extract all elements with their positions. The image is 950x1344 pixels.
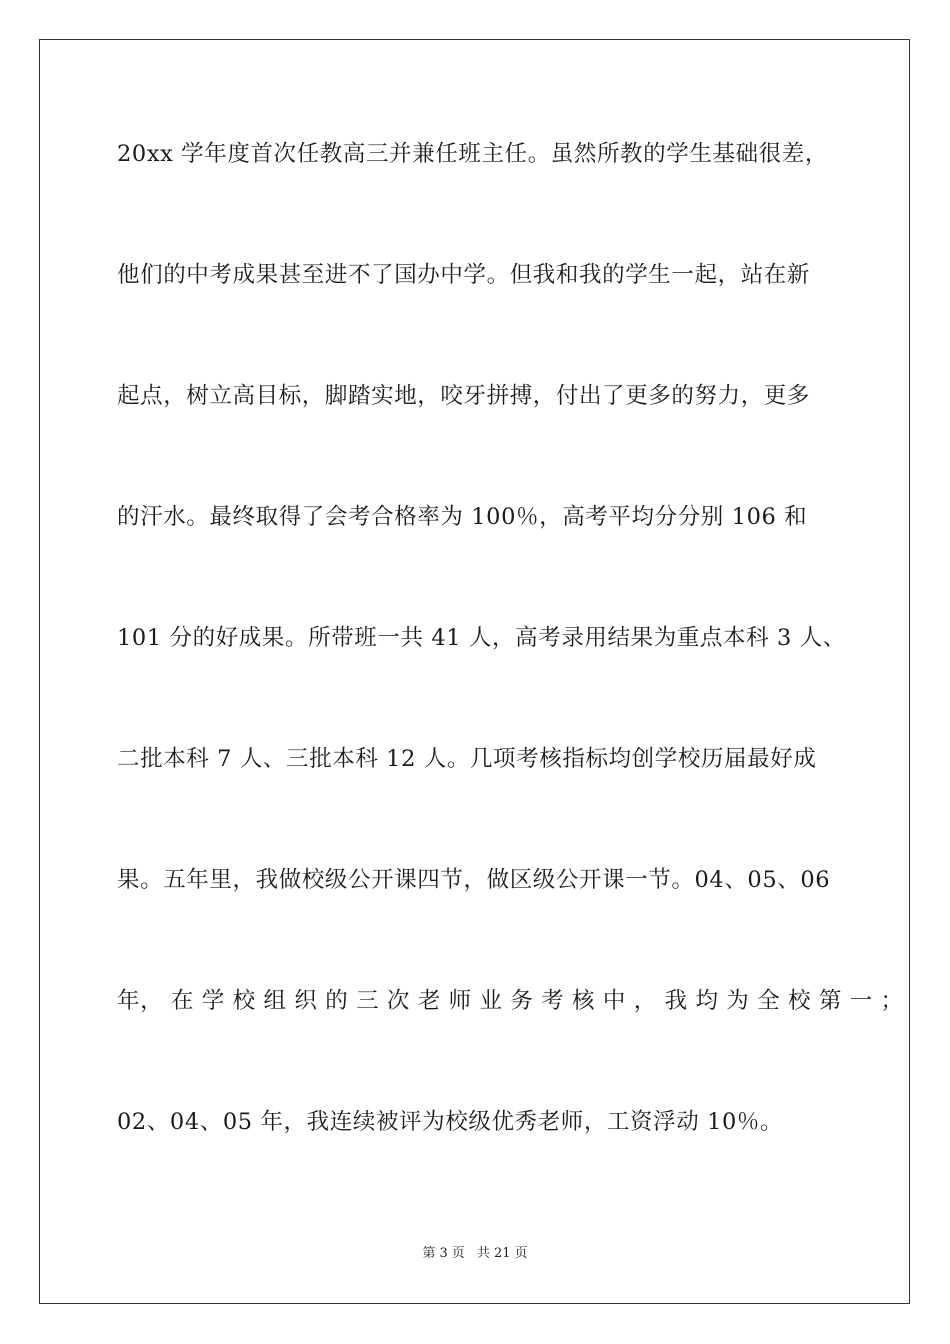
body-text-line: 他们的中考成果甚至进不了国办中学。但我和我的学生一起，站在新 xyxy=(117,262,811,288)
body-text-line: 二批本科 7 人、三批本科 12 人。几项考核指标均创学校历届最好成 xyxy=(117,746,817,772)
body-text-line: 20xx 学年度首次任教高三并兼任班主任。虽然所教的学生基础很差， xyxy=(117,141,828,167)
body-text-line: 101 分的好成果。所带班一共 41 人，高考录用结果为重点本科 3 人、 xyxy=(117,625,846,651)
current-page-label: 第 3 页 xyxy=(422,1246,465,1261)
body-text-line: 02、04、05 年，我连续被评为校级优秀老师，工资浮动 10％。 xyxy=(117,1109,784,1135)
body-text-line: 起点，树立高目标，脚踏实地，咬牙拼搏，付出了更多的努力，更多 xyxy=(117,383,811,409)
body-text-line: 果。五年里，我做校级公开课四节，做区级公开课一节。04、05、06 xyxy=(117,867,831,893)
body-text-line: 年， 在 学 校 组 织 的 三 次 老 师 业 务 考 核 中 ， 我 均 为 全 校 第 一 ； xyxy=(117,988,904,1014)
page-footer xyxy=(0,1244,950,1264)
body-text-line: 的汗水。最终取得了会考合格率为 100％，高考平均分分别 106 和 xyxy=(117,504,808,530)
total-pages-label: 共 21 页 xyxy=(476,1246,528,1261)
